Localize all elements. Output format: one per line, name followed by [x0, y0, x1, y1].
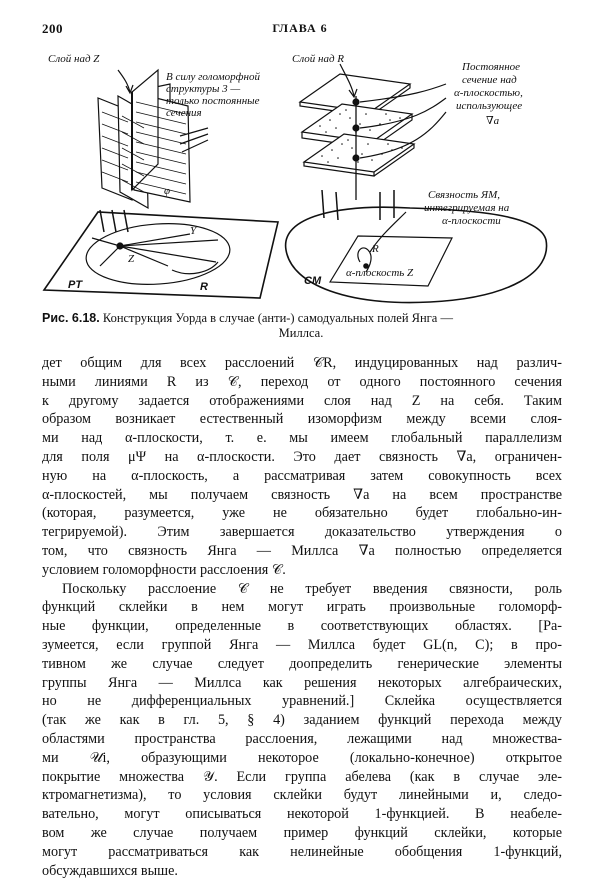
text-line: для поля μΨ на α-плоскости. Это дает связность ∇a, ограничен-: [42, 448, 562, 465]
text-line: функций склейки в нем могут играть произвольные голоморф-: [42, 599, 562, 616]
text-line: (которая, разумеется, уже не обязательно будет глобально-ин-: [42, 505, 562, 522]
text-line: зумеется, если группой Янга — Миллса будет GL(n, C); в про-: [42, 636, 562, 653]
rays: [92, 234, 218, 266]
text-line: образом возникает естественный изоморфизм между всеми слоя-: [42, 411, 562, 428]
figure-drawing: [40, 40, 570, 308]
y-label: Y: [190, 225, 197, 237]
layer-bottom: [304, 134, 414, 172]
svg-text:только постоянные: только постоянные: [166, 95, 260, 107]
svg-text:структуры 3 —: структуры 3 —: [166, 83, 241, 95]
svg-text:α-плоскости: α-плоскости: [442, 215, 501, 227]
paragraph-2: [42, 580, 562, 880]
text-line: группы Янга — Миллса как решения некоторых алгебраических,: [42, 674, 562, 691]
text-line: тивном же случае следует доопределить генерические элементы: [42, 655, 562, 672]
text-line: к другому задается отображениями слоя над Z на себя. Таким: [42, 392, 562, 409]
text-line: могут рассматриваться как нелинейные обобщения 1-функций,: [42, 843, 562, 860]
text-line: областями пространства расслоения, лежащими над множества-: [42, 730, 562, 747]
caption-label: Рис. 6.18.: [42, 311, 100, 325]
body-text: [42, 354, 562, 880]
text-line: (так же как в гл. 5, § 4) заданием функций перехода между: [42, 712, 562, 729]
caption-text-line1: Конструкция Уорда в случае (анти-) самодуальных полей Янга —: [102, 311, 453, 325]
svg-text:использующее: использующее: [456, 100, 523, 112]
text-line: ми над α-плоскости, т. е. мы имеем глобальный параллелизм: [42, 430, 562, 447]
svg-text:В силу голоморфной: В силу голоморфной: [166, 71, 260, 83]
svg-text:интегрируемая на: интегрируемая на: [424, 202, 510, 214]
r-label-right: R: [372, 243, 379, 255]
text-line: том, что связность Янга — Миллса ∇a полностью определяется: [42, 542, 562, 559]
text-line: дет общим для всех расслоений 𝒞R, индуцированных над различ-: [42, 355, 562, 371]
r-label-left: R: [200, 281, 208, 293]
figure-caption: [42, 311, 562, 341]
text-line: ными линиями R из 𝒞, переход от одного постоянного сечения: [42, 373, 562, 390]
text-line: α-плоскостей, мы получаем связность ∇a на всем пространстве: [42, 486, 562, 503]
phi-label: φ: [164, 185, 171, 197]
text-line: ные функции, определенные в соответствующих областях. [Ра-: [42, 618, 562, 635]
caption-text-line2: Миллса.: [278, 326, 324, 340]
z-label-left: Z: [128, 253, 135, 265]
svg-text:Связность ЯМ,: Связность ЯМ,: [428, 189, 501, 201]
text-line: ктромагнетизма), то условия склейки будут линейными и, следо-: [42, 787, 562, 804]
figure-6-18: [40, 40, 570, 308]
text-line: обсуждавшихся выше.: [42, 862, 178, 879]
text-line: ную на α-плоскость, а рассматривая затем совокупность всех: [42, 467, 562, 484]
left-layer-label: Слой над Z: [48, 53, 100, 65]
svg-text:Постоянное: Постоянное: [462, 61, 521, 73]
svg-text:∇a: ∇a: [486, 115, 500, 127]
paragraph-1: [42, 354, 562, 580]
text-line: тегрируемой). Этим завершается доказательство утверждения о: [42, 524, 562, 541]
svg-text:α-плоскостью,: α-плоскостью,: [454, 87, 523, 99]
alpha-plane-label: α-плоскость Z: [346, 267, 414, 279]
svg-text:сечение над: сечение над: [462, 74, 517, 86]
text-line: ми 𝒰i, образующими некоторое (локально-конечное) открытое: [42, 749, 562, 766]
text-line: Поскольку расслоение 𝒞 не требует введения связности, роль: [62, 580, 562, 597]
connection-note: [424, 189, 510, 227]
right-note: [454, 61, 523, 127]
text-line: но не дифференциальных уравнений.] Склейка осуществляется: [42, 693, 562, 710]
page-number: 200: [42, 21, 63, 36]
svg-text:сечения: сечения: [166, 107, 202, 119]
text-line: покрытие множества 𝒴. Если группа абелева (как в случае эле-: [42, 768, 562, 785]
right-layer-label: Слой над R: [292, 53, 345, 65]
ellipse-region: [84, 219, 232, 289]
text-line: условием голоморфности расслоения 𝒞.: [42, 561, 286, 578]
pt-label: PT: [68, 279, 83, 291]
running-head: ГЛАВА 6: [272, 21, 328, 35]
text-line: вательно, могут описываться некоторой 1-функцией. В неабеле-: [42, 806, 562, 823]
text-line: вом же случае получаем пример функций склейки, которые: [42, 824, 562, 841]
cm-label: CM: [304, 275, 322, 287]
left-note: [166, 71, 260, 119]
